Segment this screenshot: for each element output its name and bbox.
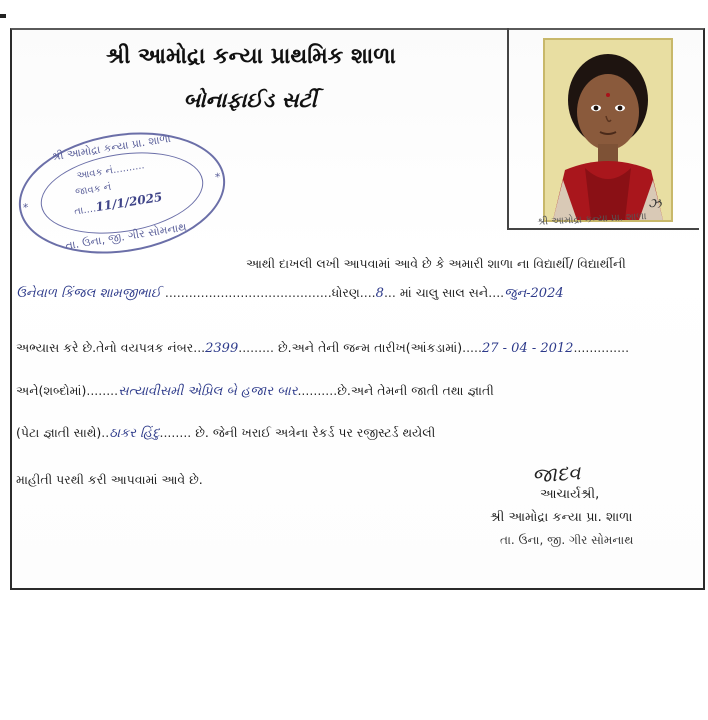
dotted-fill: ..... (462, 340, 482, 355)
dotted-fill: ........ (159, 425, 192, 440)
student-caste: ઠાકર હિંદુ (109, 426, 160, 441)
principal-school: શ્રી આમોદ્રા કન્યા પ્રા. શાળા (490, 510, 633, 525)
photo-signature: ઝ (648, 196, 662, 212)
subcaste-label: (પેટા જ્ઞાતી સાથે) (16, 425, 102, 440)
year-label: માં ચાલુ સાલ સને (399, 285, 489, 300)
stamp-bottom-text: તા. ઉના, જી. ગીર સોમનાથ (64, 220, 188, 253)
dob-words: સત્યાવીસમી એપ્રિલ બે હજાર બાર (118, 384, 298, 399)
record-note: છે. જેની ખરાઈ અત્રેના રેકર્ડ પર રજીસ્ટર્ડ થયેલી (195, 425, 436, 440)
dotted-fill: ... (193, 340, 206, 355)
photo-stamp-text: શ્રી આમોદ્રા કન્યા પ્રા. શાળા (536, 211, 647, 228)
certificate-line-4 (16, 383, 494, 399)
student-photo (543, 38, 673, 222)
principal-title: આચાર્યશ્રી, (540, 487, 600, 502)
dob-numeric: 27 - 04 - 2012 (481, 341, 574, 356)
certificate-line-3 (16, 340, 629, 356)
dotted-fill: ........ (86, 383, 119, 398)
stamp-inward-no: આવક નં.......... (75, 160, 146, 182)
student-std: 8 (375, 286, 384, 301)
dotted-fill: .... (488, 285, 505, 300)
certificate-line-6: માહીતી પરથી કરી આપવામાં આવે છે. (16, 472, 203, 487)
dob-words-label: અને(શબ્દોમાં) (16, 383, 87, 398)
dotted-fill: ......... (238, 340, 274, 355)
student-portrait-image (545, 40, 671, 220)
std-label: ધોરણ (331, 285, 360, 300)
stamp-outward-no: જાવક નં (74, 181, 113, 199)
principal-place: તા. ઉના, જી. ગીર સોમનાથ (500, 533, 634, 547)
dotted-fill: .. (101, 425, 110, 440)
stamp-star-right: * (214, 170, 222, 185)
principal-signature: જાદવ (531, 460, 582, 488)
caste-label: છે.અને તેમની જાતી તથા જ્ઞાતી (337, 383, 494, 398)
dotted-fill: .......... (297, 383, 338, 398)
certificate-line-1: આથી દાખલી લખી આપવામાં આવે છે કે અમારી શાળા ના વિદ્યાર્થી/ વિદ્યાર્થીની (246, 256, 626, 271)
register-label: અભ્યાસ કરે છે.તેનો વયપત્રક નંબર (16, 340, 194, 355)
certificate-title: બોનાફાઈડ સર્ટી (183, 88, 317, 112)
school-title: શ્રી આમોદ્રા કન્યા પ્રાથમિક શાળા (106, 44, 396, 69)
stamp-star-left: * (22, 200, 30, 215)
academic-year: જુન-2024 (504, 286, 564, 301)
dob-numeric-label: છે.અને તેની જન્મ તારીખ(આંકડામાં) (277, 340, 463, 355)
dotted-fill: .......................................... (164, 285, 332, 300)
dotted-fill: .............. (573, 340, 630, 355)
certificate-line-5 (16, 425, 435, 441)
stamp-date-prefix: તા.... (73, 203, 97, 218)
dotted-fill: .... (359, 285, 376, 300)
student-name: ઉનેવાળ કિંજલ શામજીભાઈ (16, 286, 161, 301)
corner-mark (0, 14, 6, 18)
stamp-top-text: શ્રી આમોદ્રા કન્યા પ્રા. શાળા (50, 131, 172, 164)
register-number: 2399 (205, 341, 239, 356)
certificate-line-2 (16, 285, 564, 301)
stamp-date: 11/1/2025 (94, 189, 164, 215)
dotted-fill: ... (383, 285, 396, 300)
